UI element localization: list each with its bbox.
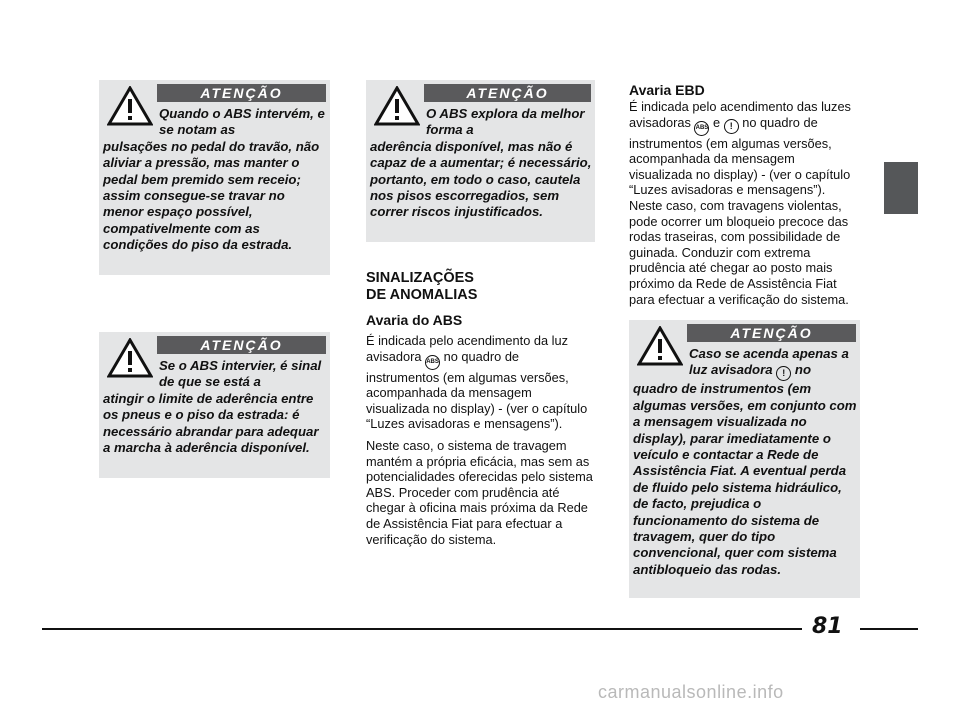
warning-header: ATENÇÃO — [157, 84, 326, 102]
watermark: carmanualsonline.info — [598, 682, 784, 702]
warning-header: ATENÇÃO — [157, 336, 326, 354]
anomalies-section — [366, 270, 594, 553]
warning-text: Caso se acenda apenas a luz avisadora ! no quadro de instrumentos (em algumas versões, em conjunto com a mensagem visualizada no display), parar imediatamente o veículo e contactar a Rede de Assistência Fiat. A eventual perda de fluido pelo sistema hidráulico, de facto, prejudica o funcionamento do sistema de travagem, quer do tipo convencional, quer com sistema antibloqueio das rodas. — [633, 346, 857, 577]
warning-box-abs-pulsations — [99, 80, 330, 275]
section-title: SINALIZAÇÕES DE ANOMALIAS — [366, 270, 478, 303]
abs-fault-heading: Avaria do ABS — [366, 312, 463, 328]
warning-box-abs-adherence — [366, 80, 595, 242]
ebd-fault-heading: Avaria EBD — [629, 82, 705, 98]
ebd-fault-paragraph-1: É indicada pelo acendimento das luzes avisadoras ABS e ! no quadro de instrumentos (em algumas versões, acompanhada da mensagem visualizada no display) - (ver o capítulo “Luzes avisadoras e mensagens”). — [629, 99, 851, 198]
abs-warning-light-icon: ABS — [694, 121, 709, 136]
abs-fault-paragraph-1: É indicada pelo acendimento da luz avisadora ABS no quadro de instrumentos (em algumas versões, acompanhada da mensagem visualizada no display) - (ver o capítulo “Luzes avisadoras e mensagens”). — [366, 333, 588, 432]
page-number: 81 — [812, 614, 843, 639]
warning-text: O ABS explora da melhor forma a aderência disponível, mas não é capaz de a aumentar; é necessário, portanto, em todo o caso, cautela nos pisos escorregadios, sem correr riscos injustificados. — [370, 106, 592, 220]
warning-header: ATENÇÃO — [424, 84, 591, 102]
footer-rule-right — [860, 628, 918, 630]
warning-box-brake-light — [629, 320, 860, 598]
warning-text: Quando o ABS intervém, e se notam as pulsações no pedal do travão, não aliviar a pressão, mas manter o pedal bem premido sem receio; assim consegue-se travar no menor espaço possível, compativelmente com as condições do piso da estrada. — [103, 106, 325, 253]
ebd-section — [629, 82, 861, 307]
abs-warning-light-icon: ABS — [425, 355, 440, 370]
warning-header: ATENÇÃO — [687, 324, 856, 342]
abs-fault-paragraph-2: Neste caso, o sistema de travagem mantém a própria eficácia, mas sem as potencialidades oferecidas pelo sistema ABS. Proceder com prudência até chegar à oficina mais próxima da Rede de Assistência Fiat para efectuar a verificação do sistema. — [366, 437, 593, 547]
ebd-fault-paragraph-2: Neste caso, com travagens violentas, pode ocorrer um bloqueio precoce das rodas traseiras, com possibilidade de guinada. Conduzir com extrema prudência até chegar ao posto mais próximo da Rede de Assistência Fiat para efectuar a verificação do sistema. — [629, 197, 849, 307]
warning-box-abs-intervention — [99, 332, 330, 478]
brake-warning-light-icon: ! — [724, 119, 739, 134]
warning-text: Se o ABS intervier, é sinal de que se está a atingir o limite de aderência entre os pneus e o piso da estrada: é necessário abrandar para adequar a marcha à aderência disponível. — [103, 358, 322, 456]
section-tab-marker — [884, 162, 918, 214]
footer-rule-left — [42, 628, 802, 630]
brake-warning-light-icon: ! — [776, 366, 791, 381]
